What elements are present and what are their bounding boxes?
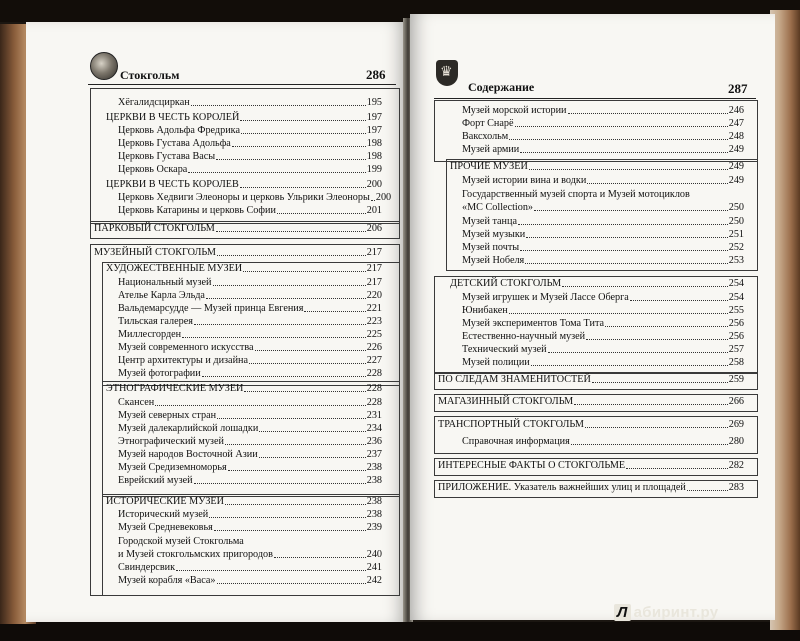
- toc-leader-dots: [225, 444, 366, 445]
- toc-entry-page: 228: [366, 397, 382, 408]
- toc-leader-dots: [214, 530, 366, 531]
- toc-entry-page: 198: [366, 151, 382, 162]
- toc-entry-page: 269: [728, 419, 744, 430]
- toc-entry: [118, 397, 382, 409]
- toc-leader-dots: [626, 468, 728, 469]
- toc-entry-page: 250: [728, 202, 744, 213]
- toc-entry: [462, 189, 744, 201]
- bottom-background: [0, 622, 800, 641]
- toc-leader-dots: [241, 133, 366, 134]
- toc-leader-dots: [525, 263, 727, 264]
- toc-entry: [118, 138, 382, 150]
- toc-leader-dots: [225, 504, 366, 505]
- toc-entry: [118, 303, 382, 315]
- toc-entry-title: ИСТОРИЧЕСКИЕ МУЗЕИ: [106, 496, 225, 507]
- toc-entry-page: 197: [366, 125, 382, 136]
- toc-leader-dots: [209, 517, 366, 518]
- toc-entry: [462, 216, 744, 228]
- toc-leader-dots: [509, 139, 727, 140]
- toc-leader-dots: [213, 285, 366, 286]
- toc-entry-title: Технический музей: [462, 344, 547, 355]
- toc-leader-dots: [371, 200, 375, 201]
- toc-entry-page: 248: [728, 131, 744, 142]
- toc-entry: [106, 263, 382, 275]
- toc-entry: [462, 318, 744, 330]
- toc-leader-dots: [274, 557, 366, 558]
- toc-entry-page: 256: [728, 318, 744, 329]
- toc-entry-title: ПРОЧИЕ МУЗЕИ: [450, 161, 528, 172]
- toc-entry-title: «MC Collection»: [462, 202, 534, 213]
- toc-entry: [118, 562, 382, 574]
- watermark-text: абиринт.ру: [633, 604, 719, 621]
- toc-entry-page: 238: [366, 462, 382, 473]
- toc-entry-title: ПО СЛЕДАМ ЗНАМЕНИТОСТЕЙ: [438, 374, 591, 385]
- toc-entry: [438, 374, 744, 386]
- toc-entry: [118, 355, 382, 367]
- toc-entry-page: 257: [728, 344, 744, 355]
- toc-entry-page: 258: [728, 357, 744, 368]
- toc-leader-dots: [176, 570, 366, 571]
- toc-entry-page: 197: [366, 112, 382, 123]
- toc-entry-page: 228: [366, 368, 382, 379]
- toc-entry: [462, 229, 744, 241]
- toc-entry-page: 249: [728, 144, 744, 155]
- toc-entry-title: Свиндерсвик: [118, 562, 176, 573]
- toc-entry-page: 283: [728, 482, 744, 493]
- toc-leader-dots: [194, 483, 366, 484]
- toc-entry: [118, 125, 382, 137]
- toc-entry: [118, 342, 382, 354]
- toc-entry: [118, 192, 392, 204]
- toc-entry: [118, 423, 382, 435]
- toc-entry-title: Справочная информация: [462, 436, 570, 447]
- toc-entry-title: Еврейский музей: [118, 475, 193, 486]
- toc-entry-page: 198: [366, 138, 382, 149]
- toc-leader-dots: [548, 352, 728, 353]
- toc-entry-title: ПАРКОВЫЙ СТОКГОЛЬМ: [94, 223, 215, 234]
- toc-leader-dots: [529, 169, 728, 170]
- toc-entry-page: 200: [375, 192, 392, 203]
- toc-entry-page: 252: [728, 242, 744, 253]
- toc-entry-title: ТРАНСПОРТНЫЙ СТОКГОЛЬМ: [438, 419, 584, 430]
- toc-entry-page: 256: [728, 331, 744, 342]
- toc-entry-title: Городской музей Стокгольма: [118, 536, 244, 547]
- toc-leader-dots: [249, 363, 366, 364]
- toc-entry-page: 217: [366, 247, 382, 258]
- toc-entry: [118, 462, 382, 474]
- toc-entry-title: Музей Средневековья: [118, 522, 213, 533]
- toc-entry-title: Хёгалидсциркан: [118, 97, 190, 108]
- toc-leader-dots: [217, 255, 366, 256]
- toc-entry: [118, 549, 382, 561]
- toc-entry: [94, 247, 382, 259]
- toc-entry-page: 227: [366, 355, 382, 366]
- toc-leader-dots: [240, 187, 366, 188]
- toc-leader-dots: [228, 470, 366, 471]
- toc-entry: [450, 278, 744, 290]
- toc-entry: [106, 112, 382, 124]
- toc-leader-dots: [509, 313, 728, 314]
- toc-leader-dots: [571, 444, 728, 445]
- running-head-left: Стокгольм: [120, 68, 180, 82]
- toc-entry-title: Вальдемарсудде — Музей принца Евгения: [118, 303, 304, 314]
- toc-entry-title: Церковь Густава Адольфа: [118, 138, 231, 149]
- toc-leader-dots: [585, 427, 728, 428]
- toc-entry-title: МАГАЗИННЫЙ СТОКГОЛЬМ: [438, 396, 574, 407]
- toc-entry-title: Ателье Карла Эльда: [118, 290, 205, 301]
- toc-entry-page: 199: [366, 164, 382, 175]
- toc-entry-title: Музей фотографии: [118, 368, 201, 379]
- toc-entry: [462, 357, 744, 369]
- toc-entry: [118, 205, 382, 217]
- toc-entry-title: Ваксхольм: [462, 131, 509, 142]
- toc-entry: [462, 144, 744, 156]
- toc-leader-dots: [191, 105, 366, 106]
- toc-entry: [118, 436, 382, 448]
- toc-entry-page: 247: [728, 118, 744, 129]
- toc-entry-page: 228: [366, 383, 382, 394]
- toc-entry: [118, 475, 382, 487]
- toc-entry-page: 282: [728, 460, 744, 471]
- toc-entry: [118, 509, 382, 521]
- toc-entry-page: 249: [728, 161, 744, 172]
- toc-entry-page: 231: [366, 410, 382, 421]
- toc-entry-page: 246: [728, 105, 744, 116]
- toc-entry: [450, 161, 744, 173]
- toc-entry: [118, 290, 382, 302]
- toc-entry-page: 195: [366, 97, 382, 108]
- toc-entry-title: Музей корабля «Васа»: [118, 575, 216, 586]
- toc-entry-page: 259: [728, 374, 744, 385]
- toc-leader-dots: [232, 146, 366, 147]
- toc-entry-title: Центр архитектуры и дизайна: [118, 355, 248, 366]
- toc-entry-page: 223: [366, 316, 382, 327]
- toc-entry-page: 206: [366, 223, 382, 234]
- toc-leader-dots: [531, 365, 728, 366]
- toc-leader-dots: [259, 457, 366, 458]
- header-rule-right: [434, 98, 756, 99]
- toc-entry: [462, 344, 744, 356]
- toc-entry: [462, 202, 744, 214]
- toc-entry: [462, 105, 744, 117]
- toc-entry-page: 241: [366, 562, 382, 573]
- toc-entry-page: 236: [366, 436, 382, 447]
- toc-leader-dots: [202, 376, 366, 377]
- toc-leader-dots: [155, 405, 366, 406]
- toc-entry-title: Юнибакен: [462, 305, 508, 316]
- toc-leader-dots: [586, 339, 728, 340]
- toc-leader-dots: [592, 382, 728, 383]
- toc-entry-title: Музей музыки: [462, 229, 526, 240]
- toc-leader-dots: [574, 404, 728, 405]
- toc-entry: [462, 131, 744, 143]
- toc-leader-dots: [217, 583, 366, 584]
- page-number-right: 287: [728, 81, 748, 96]
- toc-entry-title: Музей экспериментов Тома Тита: [462, 318, 605, 329]
- toc-leader-dots: [194, 324, 366, 325]
- toc-entry: [106, 496, 382, 508]
- toc-entry-title: ПРИЛОЖЕНИЕ. Указатель важнейших улиц и площадей: [438, 482, 686, 493]
- toc-entry-page: 201: [366, 205, 382, 216]
- toc-entry-title: Музей почты: [462, 242, 520, 253]
- toc-entry-page: 234: [366, 423, 382, 434]
- toc-entry: [106, 383, 382, 395]
- toc-entry-page: 225: [366, 329, 382, 340]
- toc-entry-title: Музей полиции: [462, 357, 530, 368]
- toc-entry-title: Музей далекарлийской лошадки: [118, 423, 259, 434]
- toc-leader-dots: [216, 159, 366, 160]
- toc-entry: [118, 97, 382, 109]
- toc-entry-title: ЭТНОГРАФИЧЕСКИЕ МУЗЕИ: [106, 383, 244, 394]
- toc-entry: [462, 118, 744, 130]
- toc-leader-dots: [518, 224, 728, 225]
- labirint-logo-icon: Л: [614, 604, 631, 621]
- toc-entry: [118, 316, 382, 328]
- toc-entry-title: Государственный музей спорта и Музей мотоциклов: [462, 189, 690, 200]
- toc-leader-dots: [255, 350, 366, 351]
- toc-leader-dots: [182, 337, 366, 338]
- toc-entry-title: Церковь Адольфа Фредрика: [118, 125, 240, 136]
- toc-entry-title: Музей игрушек и Музей Лассе Оберга: [462, 292, 629, 303]
- toc-leader-dots: [240, 120, 365, 121]
- toc-entry-title: Музей танца: [462, 216, 517, 227]
- toc-entry-page: 280: [728, 436, 744, 447]
- toc-leader-dots: [188, 172, 365, 173]
- toc-entry-page: 238: [366, 509, 382, 520]
- toc-entry: [438, 482, 744, 494]
- toc-entry-title: Музей Средиземноморья: [118, 462, 227, 473]
- toc-entry-page: 239: [366, 522, 382, 533]
- toc-entry-title: Форт Снарё: [462, 118, 514, 129]
- toc-entry-title: ХУДОЖЕСТВЕННЫЕ МУЗЕИ: [106, 263, 243, 274]
- toc-leader-dots: [304, 311, 365, 312]
- toc-entry: [106, 179, 382, 191]
- toc-entry-title: и Музей стокгольмских пригородов: [118, 549, 273, 560]
- toc-leader-dots: [244, 391, 365, 392]
- toc-entry-title: Исторический музей: [118, 509, 209, 520]
- toc-leader-dots: [587, 183, 727, 184]
- toc-entry-title: ЦЕРКВИ В ЧЕСТЬ КОРОЛЕВ: [106, 179, 239, 190]
- toc-leader-dots: [217, 418, 366, 419]
- toc-entry-page: 221: [366, 303, 382, 314]
- toc-entry: [462, 175, 744, 187]
- toc-entry: [118, 522, 382, 534]
- watermark: [614, 604, 718, 621]
- toc-leader-dots: [562, 286, 728, 287]
- toc-entry-page: 226: [366, 342, 382, 353]
- toc-entry: [462, 436, 744, 448]
- toc-entry-title: Церковь Оскара: [118, 164, 188, 175]
- toc-entry-title: Этнографический музей: [118, 436, 224, 447]
- toc-entry: [462, 242, 744, 254]
- toc-entry-page: 255: [728, 305, 744, 316]
- toc-leader-dots: [520, 152, 727, 153]
- toc-entry-title: МУЗЕЙНЫЙ СТОКГОЛЬМ: [94, 247, 216, 258]
- toc-leader-dots: [526, 237, 727, 238]
- toc-entry-title: ИНТЕРЕСНЫЕ ФАКТЫ О СТОКГОЛЬМЕ: [438, 460, 626, 471]
- toc-entry-title: Музей современного искусства: [118, 342, 254, 353]
- toc-entry: [118, 575, 382, 587]
- toc-leader-dots: [568, 113, 728, 114]
- right-page: [410, 14, 775, 620]
- toc-entry-page: 249: [728, 175, 744, 186]
- toc-leader-dots: [206, 298, 366, 299]
- toc-entry: [438, 460, 744, 472]
- toc-entry: [462, 305, 744, 317]
- toc-entry: [462, 255, 744, 267]
- toc-entry-title: Музей народов Восточной Азии: [118, 449, 258, 460]
- toc-entry-page: 254: [728, 292, 744, 303]
- toc-entry-title: Миллесгорден: [118, 329, 182, 340]
- toc-entry: [118, 164, 382, 176]
- toc-entry-page: 250: [728, 216, 744, 227]
- toc-entry: [438, 419, 744, 431]
- stockholm-emblem-icon: [90, 52, 118, 80]
- toc-entry-page: 238: [366, 496, 382, 507]
- toc-entry-page: 253: [728, 255, 744, 266]
- toc-entry-title: Церковь Густава Васы: [118, 151, 216, 162]
- toc-entry-title: Музей армии: [462, 144, 520, 155]
- toc-entry-title: ДЕТСКИЙ СТОКГОЛЬМ: [450, 278, 562, 289]
- toc-entry-title: Национальный музей: [118, 277, 212, 288]
- toc-entry-page: 240: [366, 549, 382, 560]
- toc-entry: [118, 449, 382, 461]
- toc-entry-page: 238: [366, 475, 382, 486]
- toc-entry: [462, 331, 744, 343]
- toc-entry: [118, 368, 382, 380]
- toc-entry-page: 217: [366, 263, 382, 274]
- toc-entry-page: 217: [366, 277, 382, 288]
- toc-entry: [118, 536, 382, 548]
- toc-entry: [94, 223, 382, 235]
- toc-entry: [462, 292, 744, 304]
- toc-entry-page: 266: [728, 396, 744, 407]
- toc-entry: [118, 410, 382, 422]
- toc-leader-dots: [259, 431, 365, 432]
- toc-leader-dots: [277, 213, 366, 214]
- toc-entry-title: ЦЕРКВИ В ЧЕСТЬ КОРОЛЕЙ: [106, 112, 240, 123]
- page-number-left: 286: [366, 67, 386, 82]
- toc-entry: [118, 277, 382, 289]
- toc-entry-page: 242: [366, 575, 382, 586]
- toc-entry-title: Тильская галерея: [118, 316, 193, 327]
- toc-entry-title: Музей истории вина и водки: [462, 175, 587, 186]
- left-page: [26, 22, 407, 622]
- toc-leader-dots: [630, 300, 728, 301]
- toc-leader-dots: [520, 250, 728, 251]
- toc-entry-page: 251: [728, 229, 744, 240]
- toc-entry-page: 254: [728, 278, 744, 289]
- toc-entry: [118, 151, 382, 163]
- toc-leader-dots: [605, 326, 728, 327]
- toc-entry-title: Естественно-научный музей: [462, 331, 586, 342]
- header-rule-left: [88, 84, 396, 85]
- crown-shield-icon: [436, 60, 458, 86]
- toc-entry-title: Музей северных стран: [118, 410, 217, 421]
- toc-entry: [118, 329, 382, 341]
- toc-leader-dots: [243, 271, 366, 272]
- toc-entry: [438, 396, 744, 408]
- toc-leader-dots: [687, 490, 728, 491]
- toc-entry-page: 200: [366, 179, 382, 190]
- toc-entry-page: 220: [366, 290, 382, 301]
- toc-entry-title: Скансен: [118, 397, 155, 408]
- running-head-right: Содержание: [468, 80, 535, 94]
- toc-leader-dots: [515, 126, 728, 127]
- toc-leader-dots: [534, 210, 728, 211]
- toc-entry-page: 237: [366, 449, 382, 460]
- toc-entry-title: Музей Нобеля: [462, 255, 525, 266]
- toc-entry-title: Музей морской истории: [462, 105, 567, 116]
- toc-entry-title: Церковь Хедвиги Элеоноры и церковь Ульрики Элеоноры: [118, 192, 370, 203]
- toc-leader-dots: [216, 231, 366, 232]
- toc-entry-title: Церковь Катарины и церковь Софии: [118, 205, 276, 216]
